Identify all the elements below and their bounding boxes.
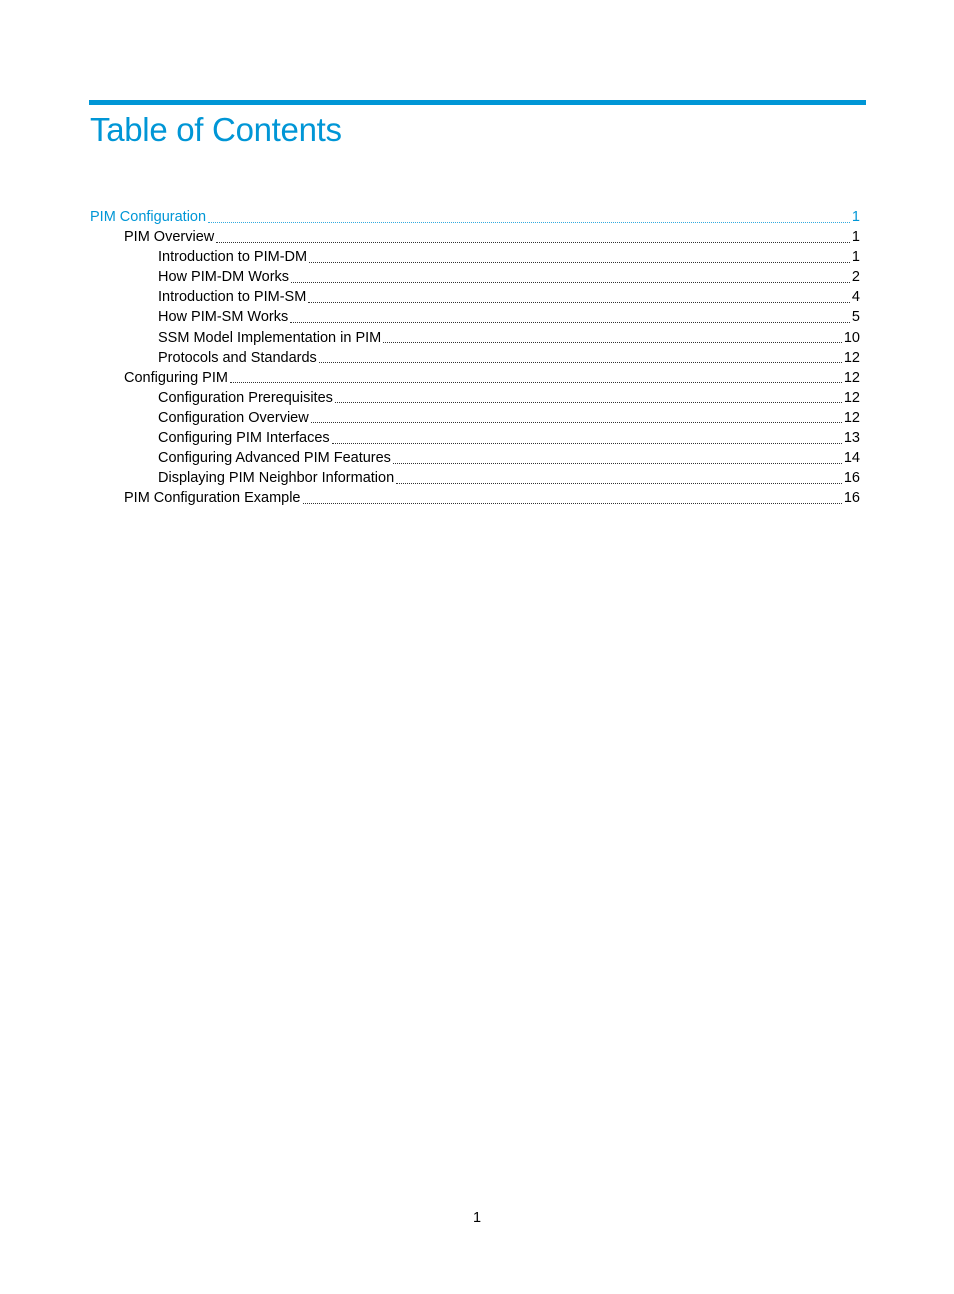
toc-entry-page[interactable]: 5 — [851, 309, 860, 326]
table-of-contents — [90, 207, 860, 508]
toc-entry[interactable] — [90, 408, 860, 428]
toc-entry-page[interactable]: 12 — [843, 369, 860, 386]
toc-entry-page[interactable]: 14 — [843, 450, 860, 467]
toc-entry-label[interactable]: PIM Configuration — [90, 209, 207, 225]
toc-entry[interactable] — [90, 448, 860, 468]
dot-leader — [291, 278, 850, 283]
toc-entry-page[interactable]: 1 — [851, 229, 860, 246]
toc-entry[interactable] — [90, 428, 860, 448]
dot-leader — [311, 418, 842, 423]
dot-leader — [208, 218, 850, 223]
toc-entry-label[interactable]: Configuring PIM Interfaces — [158, 430, 330, 447]
dot-leader — [383, 338, 842, 343]
dot-leader — [309, 258, 850, 263]
toc-entry-page[interactable]: 12 — [843, 349, 860, 366]
toc-entry[interactable] — [90, 307, 860, 327]
dot-leader — [335, 398, 842, 403]
toc-entry-page[interactable]: 16 — [843, 490, 860, 507]
toc-entry-label[interactable]: PIM Overview — [124, 229, 215, 246]
toc-entry-label[interactable]: Configuring PIM — [124, 369, 228, 386]
dot-leader — [303, 499, 842, 504]
toc-entry-page[interactable]: 13 — [843, 430, 860, 447]
toc-entry-label[interactable]: SSM Model Implementation in PIM — [158, 329, 382, 346]
dot-leader — [396, 479, 842, 484]
page-title: Table of Contents — [90, 111, 342, 148]
toc-entry-page[interactable]: 4 — [851, 289, 860, 306]
toc-entry-label[interactable]: How PIM-DM Works — [158, 269, 290, 286]
toc-entry[interactable] — [90, 488, 860, 508]
dot-leader — [308, 298, 850, 303]
page-number: 1 — [472, 1210, 482, 1226]
dot-leader — [393, 459, 842, 464]
toc-entry-label[interactable]: How PIM-SM Works — [158, 309, 289, 326]
toc-entry[interactable] — [90, 227, 860, 247]
toc-entry[interactable] — [90, 328, 860, 348]
toc-entry-label[interactable]: Introduction to PIM-SM — [158, 289, 307, 306]
toc-entry-label[interactable]: Protocols and Standards — [158, 349, 317, 366]
dot-leader — [319, 358, 842, 363]
toc-entry-page[interactable]: 2 — [851, 269, 860, 286]
toc-entry-label[interactable]: Configuration Prerequisites — [158, 389, 333, 406]
toc-entry-page[interactable]: 12 — [843, 389, 860, 406]
toc-entry[interactable] — [90, 368, 860, 388]
dot-leader — [290, 318, 850, 323]
toc-entry-label[interactable]: PIM Configuration Example — [124, 490, 301, 507]
toc-entry-label[interactable]: Configuration Overview — [158, 409, 309, 426]
toc-entry[interactable] — [90, 267, 860, 287]
toc-entry[interactable] — [90, 348, 860, 368]
toc-entry-label[interactable]: Displaying PIM Neighbor Information — [158, 470, 395, 487]
title-rule — [89, 100, 866, 105]
dot-leader — [230, 378, 842, 383]
toc-entry-page[interactable]: 1 — [851, 209, 860, 225]
toc-entry[interactable] — [90, 207, 860, 227]
toc-entry-page[interactable]: 16 — [843, 470, 860, 487]
toc-entry-page[interactable]: 1 — [851, 249, 860, 266]
toc-entry-label[interactable]: Configuring Advanced PIM Features — [158, 450, 391, 467]
toc-entry[interactable] — [90, 247, 860, 267]
toc-entry[interactable] — [90, 468, 860, 488]
dot-leader — [332, 439, 842, 444]
toc-entry[interactable] — [90, 388, 860, 408]
toc-entry-page[interactable]: 12 — [843, 409, 860, 426]
toc-entry-page[interactable]: 10 — [843, 329, 860, 346]
toc-entry-label[interactable]: Introduction to PIM-DM — [158, 249, 308, 266]
dot-leader — [216, 238, 850, 243]
toc-entry[interactable] — [90, 287, 860, 307]
